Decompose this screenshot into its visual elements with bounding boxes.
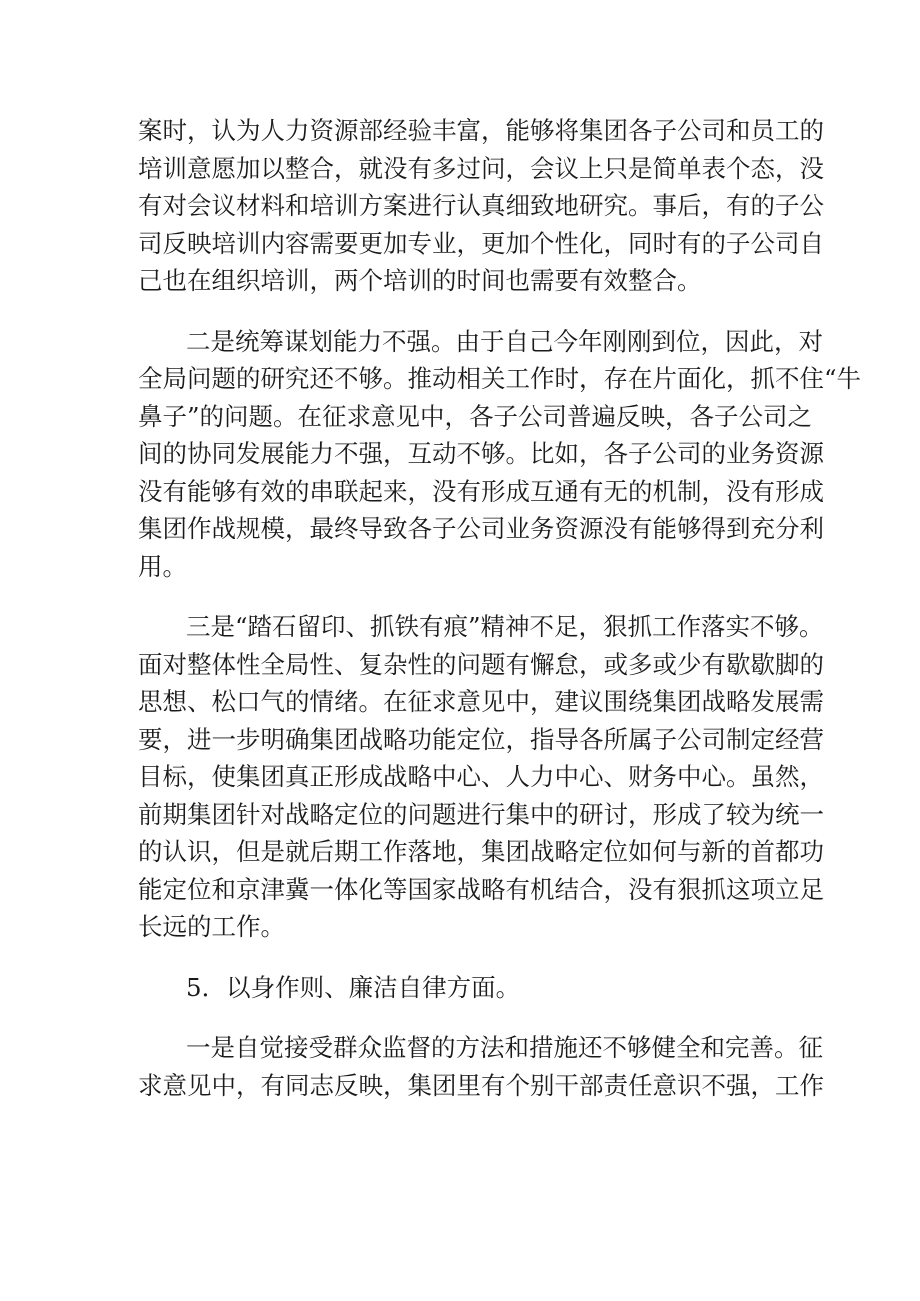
text-line: 培训意愿加以整合，就没有多过问，会议上只是简单表个态，没 xyxy=(138,153,824,183)
section-heading-5 xyxy=(138,969,800,1007)
text-line: 的认识，但是就后期工作落地，集团战略定位如何与新的首都功 xyxy=(138,837,824,866)
text-line: 面对整体性全局性、复杂性的问题有懈怠，或多或少有歇歇脚的 xyxy=(138,649,824,679)
text-line: 求意见中，有同志反映，集团里有个别干部责任意识不强，工作 xyxy=(138,1070,824,1100)
text-line: 司反映培训内容需要更加专业，更加个性化，同时有的子公司自 xyxy=(138,228,824,258)
paragraph-5 xyxy=(138,1029,824,1104)
text-line: 思想、松口气的情绪。在征求意见中，建议围绕集团战略发展需 xyxy=(138,687,824,716)
text-line: 三是“踏石留印、抓铁有痕”精神不足，狠抓工作落实不够。 xyxy=(186,612,824,641)
text-line: 一是自觉接受群众监督的方法和措施还不够健全和完善。征 xyxy=(186,1033,823,1062)
text-line: 目标，使集团真正形成战略中心、人力中心、财务中心。虽然， xyxy=(138,762,824,791)
paragraph-3 xyxy=(138,608,824,946)
text-line: 长远的工作。 xyxy=(138,912,285,941)
paragraph-1 xyxy=(138,112,824,300)
text-line: 没有能够有效的串联起来，没有形成互通有无的机制，没有形成 xyxy=(138,476,824,506)
text-line: 二是统筹谋划能力不强。由于自己今年刚刚到位，因此，对 xyxy=(186,326,823,356)
text-line: 集团作战规模，最终导致各子公司业务资源没有能够得到充分利 xyxy=(138,514,824,543)
text-line: 要，进一步明确集团战略功能定位，指导各所属子公司制定经营 xyxy=(138,724,824,754)
text-line: 5．以身作则、廉洁自律方面。 xyxy=(186,972,521,1002)
document-body xyxy=(138,112,862,1127)
text-line: 案时，认为人力资源部经验丰富，能够将集团各子公司和员工的 xyxy=(138,116,824,145)
text-line: 鼻子”的问题。在征求意见中，各子公司普遍反映，各子公司之 xyxy=(138,401,813,431)
text-line: 间的协同发展能力不强，互动不够。比如，各子公司的业务资源 xyxy=(138,439,824,468)
text-line: 全局问题的研究还不够。推动相关工作时，存在片面化，抓不住“牛 xyxy=(138,364,862,393)
text-line: 能定位和京津冀一体化等国家战略有机结合，没有狠抓这项立足 xyxy=(138,874,824,904)
text-line: 用。 xyxy=(138,551,187,581)
text-line: 有对会议材料和培训方案进行认真细致地研究。事后，有的子公 xyxy=(138,191,824,220)
text-line: 前期集团针对战略定位的问题进行集中的研讨，形成了较为统一 xyxy=(138,799,824,829)
paragraph-2 xyxy=(138,323,862,586)
text-line: 己也在组织培训，两个培训的时间也需要有效整合。 xyxy=(138,266,702,295)
